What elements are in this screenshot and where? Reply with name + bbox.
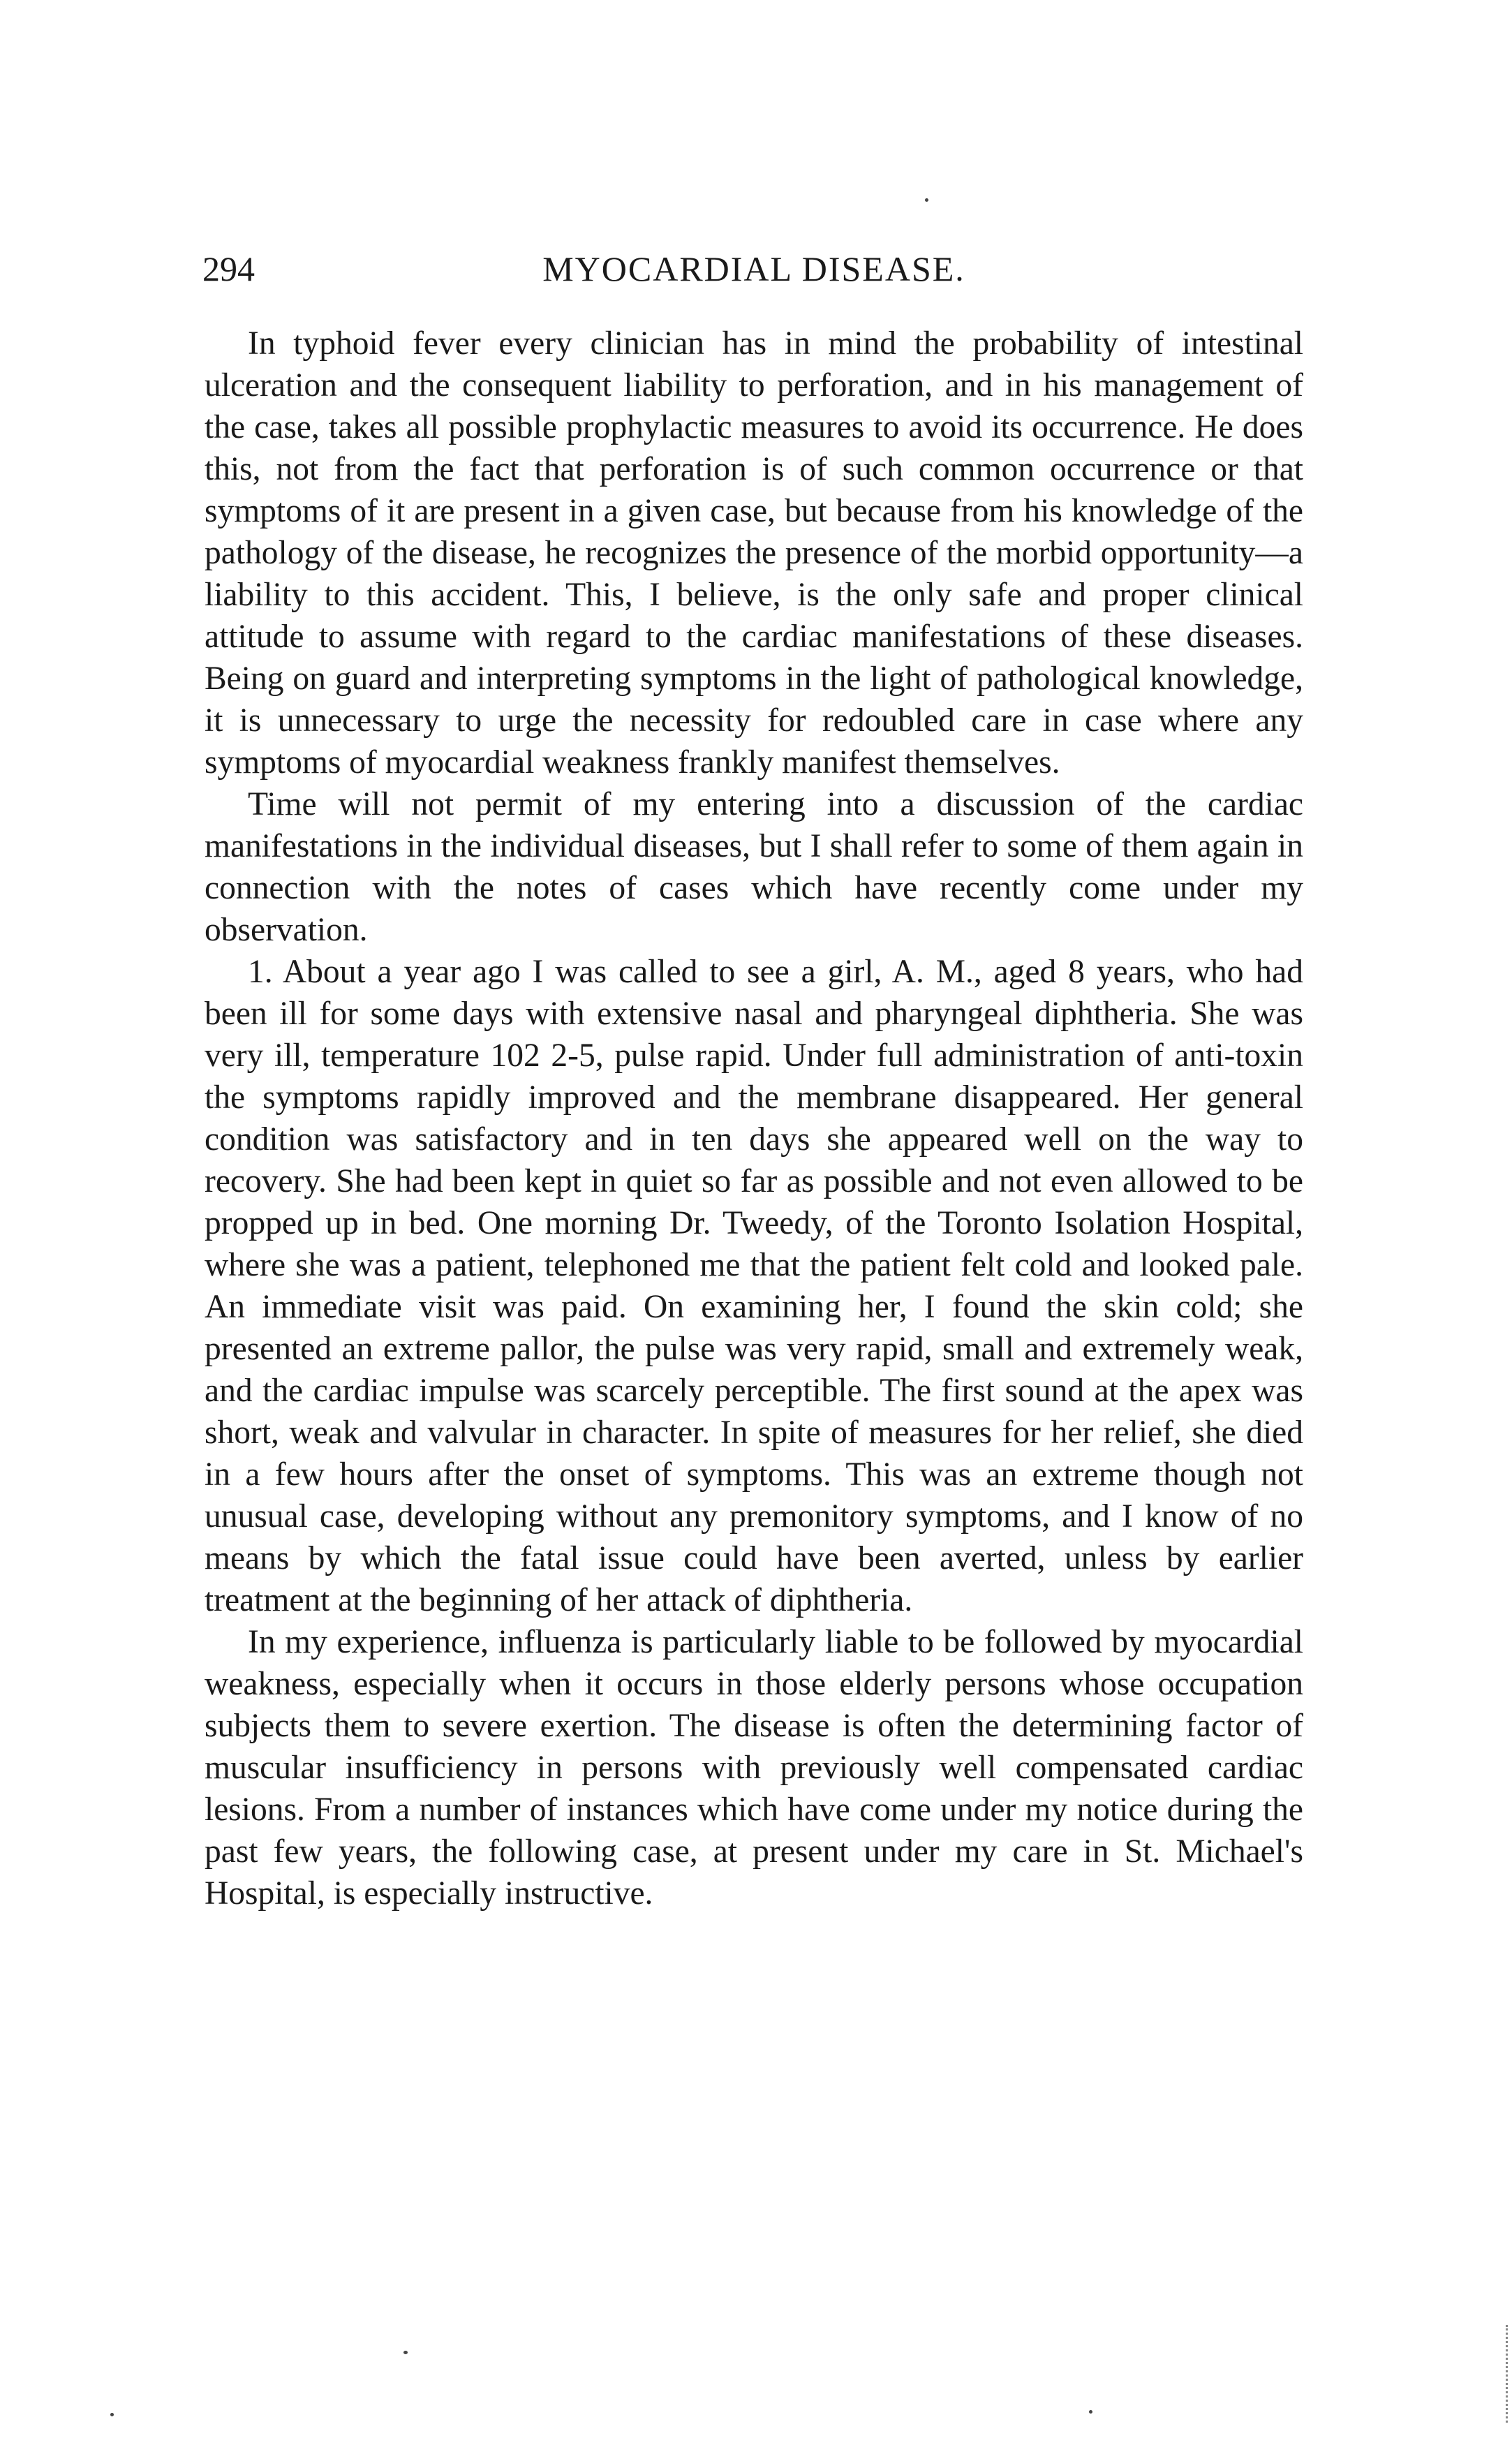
paragraph-influenza: In my experience, influenza is particularly liable to be followed by myocardial weakness, especially when it occurs in those elderly persons whose occupation subjects them to severe exertion. The disease is often the determining factor of muscular insufficiency in persons with previously well compensated cardiac lesions. From a number of instances which have come under my notice during the past few years, the following case, at present under my care in St. Michael's Hospital, is especially instructive.	[205, 1624, 1303, 1912]
paragraph-time: Time will not permit of my entering into a discussion of the cardiac manifestations in the individual diseases, but I shall refer to some of them again in connection with the notes of cases which have recently come under my observation.	[205, 786, 1303, 948]
paragraph-case-1: 1. About a year ago I was called to see a girl, A. M., aged 8 years, who had been ill for some days with extensive nasal and pharyngeal diphtheria. She was very ill, temperature 102 2-5, pulse rapid. Under full administration of anti-toxin the symptoms rapidly improved and the membrane disappeared. Her general condition was satisfactory and in ten days she appeared well on the way to recovery. She had been kept in quiet so far as possible and not even allowed to be propped up in bed. One morning Dr. Tweedy, of the Toronto Isolation Hospital, where she was a patient, telephoned me that the patient felt cold and looked pale. An immediate visit was paid. On examining her, I found the skin cold; she presented an extreme pallor, the pulse was very rapid, small and extremely weak, and the cardiac impulse was scarcely perceptible. The first sound at the apex was short, weak and valvular in character. In spite of measures for her relief, she died in a few hours after the onset of symptoms. This was an extreme though not unusual case, developing without any premonitory symptoms, and I know of no means by which the fatal issue could have been averted, unless by earlier treatment at the beginning of her attack of diphtheria.	[205, 954, 1303, 1618]
scan-edge-marks	[1499, 2325, 1508, 2423]
scan-speck	[1089, 2410, 1092, 2414]
page-number: 294	[202, 249, 255, 288]
paragraph-typhoid: In typhoid fever every clinician has in mind the probability of intestinal ulceration and the consequent liability to perforation, and in his management of the case, takes all possible prophylactic measures to avoid its occurrence. He does this, not from the fact that perforation is of such common occurrence or that symptoms of it are present in a given case, but because from his knowledge of the pathology of the disease, he recognizes the presence of the morbid opportunity—a liability to this accident. This, I believe, is the only safe and proper clinical attitude to assume with regard to the cardiac manifestations of these diseases. Being on guard and interpreting symptoms in the light of pathological knowledge, it is unnecessary to urge the necessity for redoubled care in case where any symptoms of myocardial weakness frankly manifest themselves.	[205, 325, 1303, 781]
scan-speck	[110, 2413, 114, 2416]
running-title: MYOCARDIAL DISEASE.	[542, 249, 965, 288]
body-text	[205, 323, 1303, 1914]
scan-speck	[925, 198, 928, 202]
scan-speck	[403, 2351, 408, 2354]
running-head	[202, 244, 1305, 293]
